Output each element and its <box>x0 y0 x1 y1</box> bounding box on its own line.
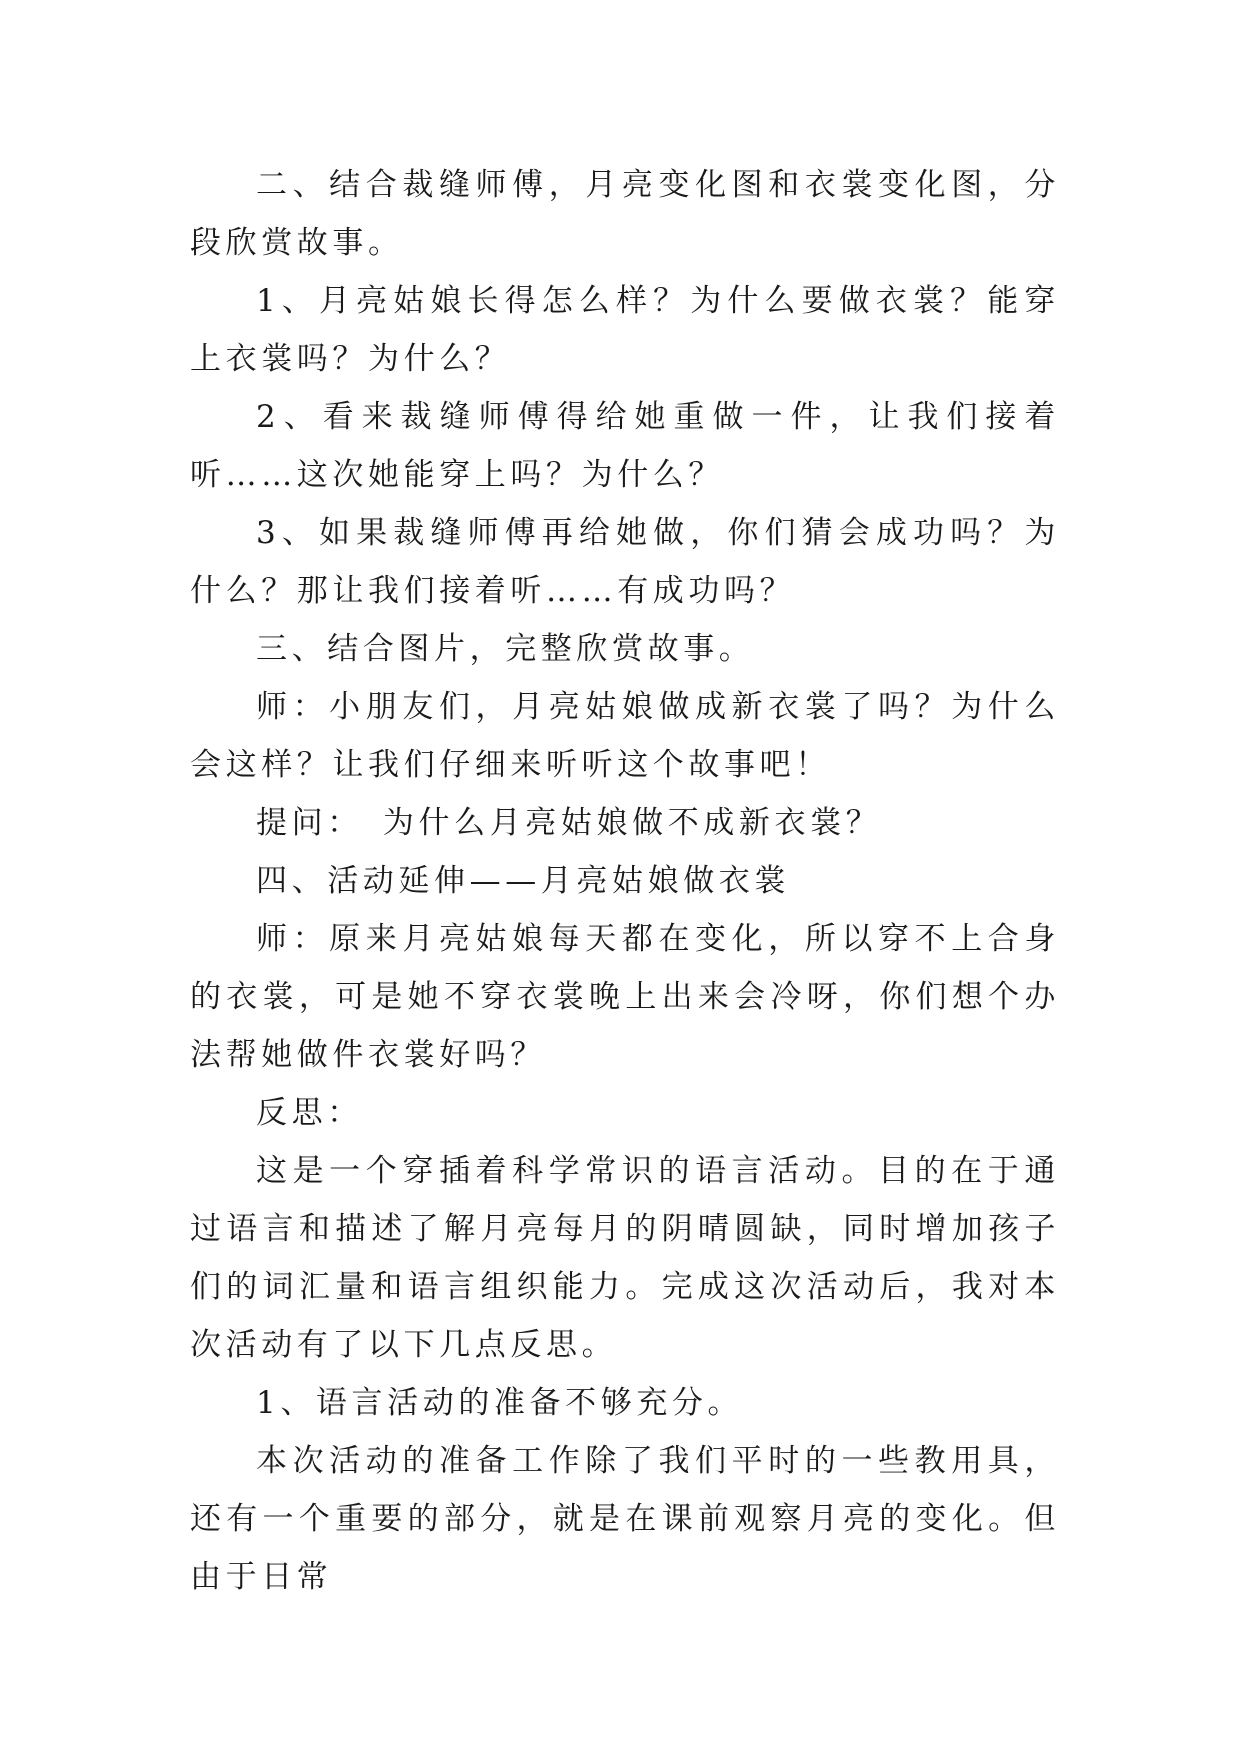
paragraph-question-prompt: 提问： 为什么月亮姑娘做不成新衣裳？ <box>256 805 882 841</box>
paragraph-reflection-detail: 本次活动的准备工作除了我们平时的一些教用具，还有一个重要的部分，就是在课前观察月亮的变化。但由于日常 <box>190 1443 1060 1595</box>
paragraph-question-3: 3、如果裁缝师傅再给她做，你们猜会成功吗？为什么？那让我们接着听……有成功吗？ <box>190 515 1060 609</box>
paragraph-section-three: 三、结合图片，完整欣赏故事。 <box>256 631 755 667</box>
document-body <box>190 156 1060 1606</box>
paragraph-reflection-point-1: 1、语言活动的准备不够充分。 <box>256 1385 744 1421</box>
paragraph-teacher-line-2: 师：原来月亮姑娘每天都在变化，所以穿不上合身的衣裳，可是她不穿衣裳晚上出来会冷呀，你们想个办法帮她做件衣裳好吗？ <box>190 921 1060 1073</box>
paragraph-section-four: 四、活动延伸——月亮姑娘做衣裳 <box>256 863 790 899</box>
paragraph-reflection-intro: 这是一个穿插着科学常识的语言活动。目的在于通过语言和描述了解月亮每月的阴晴圆缺，同时增加孩子们的词汇量和语言组织能力。完成这次活动后，我对本次活动有了以下几点反思。 <box>190 1153 1060 1363</box>
paragraph-section-two: 二、结合裁缝师傅，月亮变化图和衣裳变化图，分段欣赏故事。 <box>190 167 1060 261</box>
paragraph-teacher-line-1: 师：小朋友们，月亮姑娘做成新衣裳了吗？为什么会这样？让我们仔细来听听这个故事吧！ <box>190 689 1060 783</box>
paragraph-question-2: 2、看来裁缝师傅得给她重做一件，让我们接着听……这次她能穿上吗？为什么？ <box>190 399 1060 493</box>
paragraph-reflection-heading: 反思： <box>256 1095 363 1131</box>
paragraph-question-1: 1、月亮姑娘长得怎么样？为什么要做衣裳？能穿上衣裳吗？为什么？ <box>190 283 1060 377</box>
